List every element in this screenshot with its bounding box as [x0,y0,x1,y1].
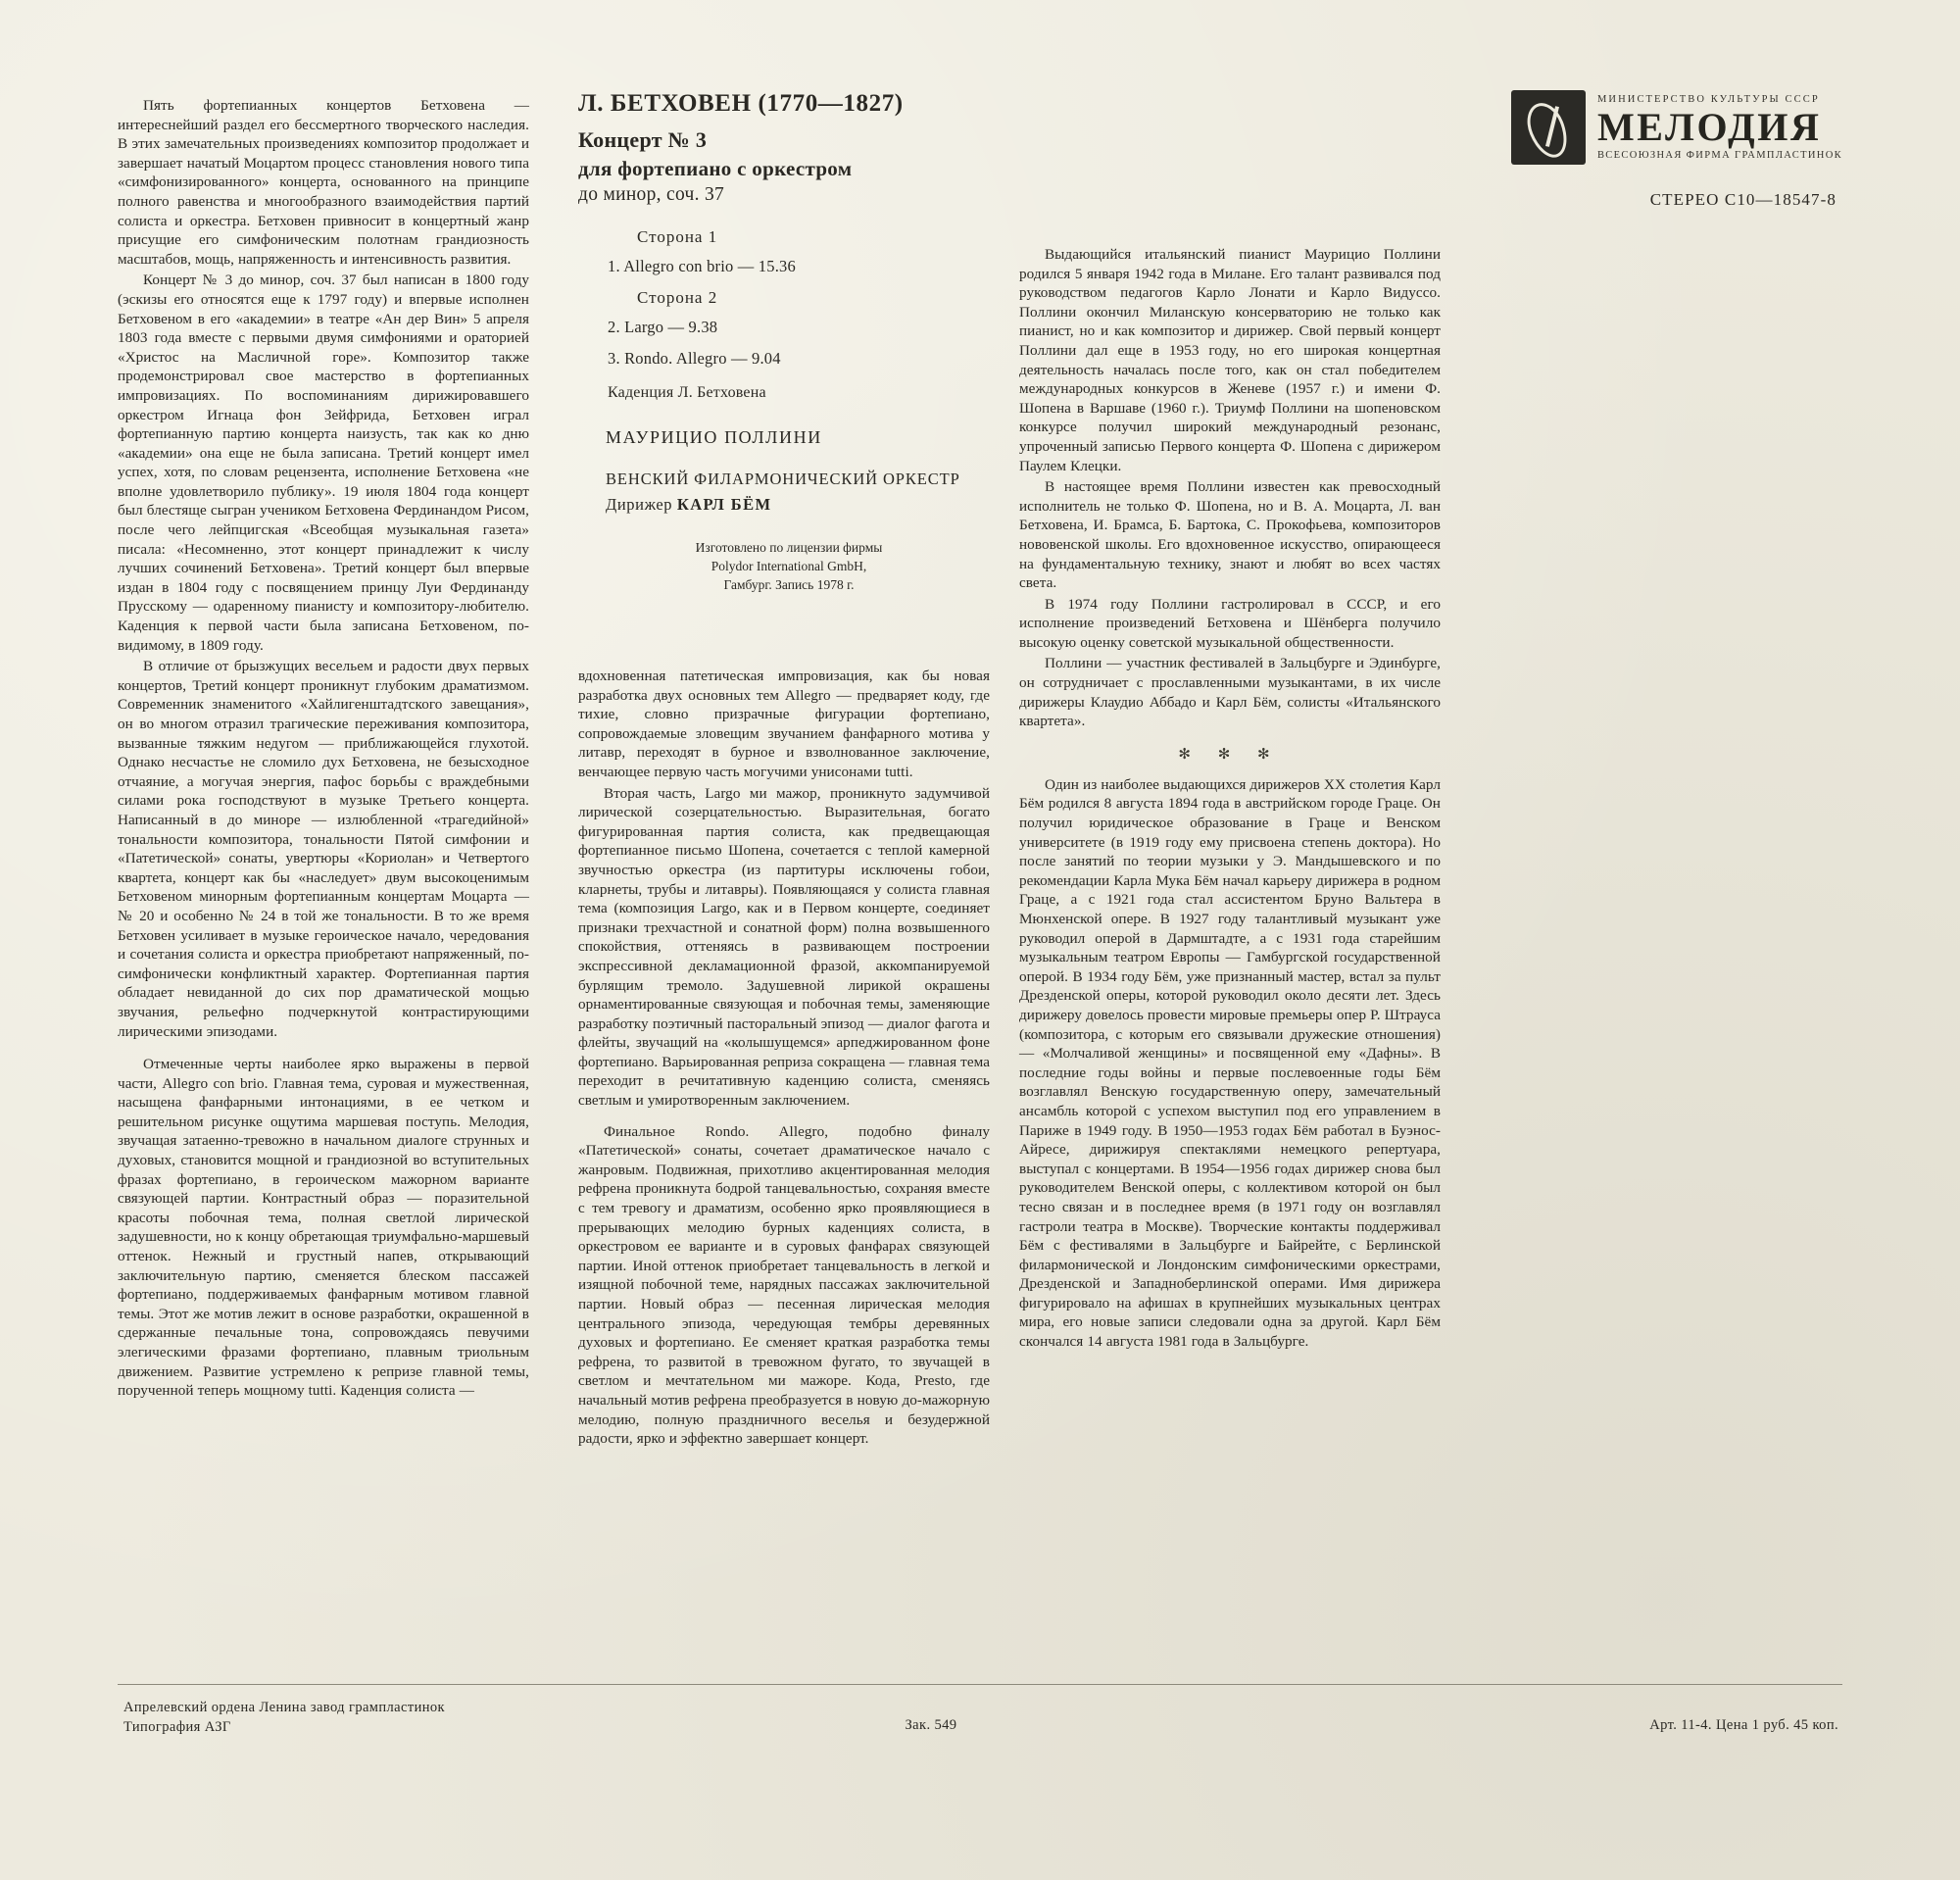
license-line-2: Polydor International GmbH, [710,559,867,573]
section-separator: ✻ ✻ ✻ [1178,746,1282,763]
paragraph: Вторая часть, Largo ми мажор, проникнуто задумчивой лирической созерцательностью. Выразительная, богато фигурированная партия солиста, как предвещающая фортепианное письмо Шопена, сочетается с теплой камерной звучностью оркестра (из партитуры исключены гобои, кларнеты, трубы и литавры). Появляющаяся у солиста главная тема (композиция Largo, как и в Первом концерте, соединяет признаки трехчастной и сонатной форм) полна возвышенного спокойствия, оттеняясь в развивающем построении экспрессивной декламационной фразой, аккомпанируемой бурлящим тремоло. Задушевной лирикой окрашены орнаментированные связующая и побочная темы, заменяющие разработку поэтичный пасторальный эпизод — диалог фагота и флейты, звучащий на «колышущемся» арпеджированном фоне фортепиано. Варьированная реприза сокращена — главная тема переходит в речитативную каденцию солиста, сменяясь светлым и умиротворенным заключением. [578,784,990,1110]
paragraph: Пять фортепианных концертов Бетховена — интереснейший раздел его бессмертного творческого наследия. В этих замечательных произведениях композитор продолжает и завершает начатый Моцартом процесс становления нового типа «симфонизированного» концерта, основанного на принципе полного равенства и многообразного взаимодействия партий солиста и оркестра. Бетховен привносит в концертный жанр присущие его симфоническим полотнам грандиозность масштабов, мощь, напряженность и интенсивность развития. [118,97,529,268]
paragraph: Финальное Rondo. Allegro, подобно финалу «Патетической» сонаты, сочетает драматическое начало с жанровым. Подвижная, прихотливо акцентированная мелодия рефрена проникнута бодрой танцевальностью, сохраняя вместе с тем тревогу и драматизм, особенно ярко проявляющиеся в прерывающих мелодию бурных каденциях солиста, в оркестровом ее варианте и в суровых фанфарах связующей партии. Иной оттенок приобретает танцевальность в легкой и изящной побочной теме, нарядных пассажах заключительной партии. Новый образ — песенная лирическая мелодия центрального эпизода, чередующая тембры деревянных духовых и фортепиано. Ее сменяет краткая разработка темы рефрена, то развитой в тревожном фугато, то звучащей в светлом и мечтательном ми мажоре. Кода, Presto, где начальный мотив рефрена преобразуется в новую до-мажорную мелодию, полную праздничного веселья и безудержной радости, ярко и эффектно завершает концерт. [578,1122,990,1448]
catalog-number: СТЕРЕО С10—18547-8 [1649,190,1837,209]
footer-left [123,1698,672,1737]
melodiya-logo-text [1597,94,1842,161]
conductor-label: Дирижер [606,495,673,514]
track-item: 2. Largo — 9.38 [608,318,718,336]
typography-name: Типография АЗГ [123,1719,231,1735]
composer-name: Л. БЕТХОВЕН (1770—1827) [578,90,904,117]
footer-order-number: Зак. 549 [905,1717,957,1733]
plant-name: Апрелевский ордена Ленина завод грампластинок [123,1700,446,1715]
work-title-line3: до минор, соч. 37 [578,184,725,205]
license-line-1: Изготовлено по лицензии фирмы [695,540,883,555]
footer-price: Арт. 11-4. Цена 1 руб. 45 коп. [1649,1717,1838,1733]
license-note [578,538,1039,594]
melodiya-treble-clef-icon [1511,90,1586,165]
track-item: 3. Rondo. Allegro — 9.04 [608,349,781,368]
conductor-line [578,495,1039,515]
work-title-line1: Концерт № 3 [578,127,708,152]
label-logo-block [1450,90,1842,210]
paragraph: Один из наиболее выдающихся дирижеров XX столетия Карл Бём родился 8 августа 1894 года в австрийском городе Граце. Он получил юридическое образование в Граце и Венском университете (в 1919 году ему присвоена степень доктора). Но после занятий по теории музыки у Э. Мандышевского и по рекомендации Карла Мука Бём начал карьеру дирижера в родном Граце, а с 1921 года стал ассистентом Бруно Вальтера в Мюнхенской опере. В 1927 году талантливый музыкант уже руководил оперой в Дармштадте, а с 1931 года старейшим музыкальным театром Европы — Гамбургской государственной оперой. В 1934 году Бём, уже признанный мастер, встал за пульт Дрезденской оперы, которой руководил около десяти лет. Здесь дирижеру довелось провести мировые премьеры опер Р. Штрауса (композитора, с которым его связывали дружеские отношения) — «Молчаливой женщины» и посвященной ему «Дафны». В последние годы войны и первые послевоенные годы Бём возглавлял Венскую государственную оперу, замечательный ансамбль которой с успехом выступил под его управлением в Париже в 1949 году. В 1950—1953 годах Бём работал в Буэнос-Айресе, дирижируя спектаклями немецкого репертуара, выступал с концертами. В 1954—1956 годах дирижер снова был руководителем Венской оперы, с коллективом которой он был тесно связан и в последнее время (в 1971 году он возглавлял гастроли театра в Москве). Творческие контакты поддерживал Бём с фестивалями в Зальцбурге и Байрейте, с Берлинской филармонической и Лондонским симфоническими оркестрами, Дрезденской и Западноберлинской операми. Имя дирижера фигурировало на афишах в крупнейших музыкальных центрах мира, его новые записи следовали одна за другой. Карл Бём скончался 14 августа 1981 года в Зальцбурге. [1019,775,1441,1351]
work-title-line2: для фортепиано с оркестром [578,157,853,180]
track-item: 1. Allegro con brio — 15.36 [608,257,796,275]
cadenza-note: Каденция Л. Бетховена [608,384,766,401]
paragraph: вдохновенная патетическая импровизация, как бы новая разработка двух основных тем Allegro — предваряет коду, где тихие, словно призрачные фигурации фортепиано, сопровождаемые зловещим звучанием фанфарного мотива у литавр, переходят в бурное и взволнованное заключение, венчающее первую часть могучими унисонами tutti. [578,668,990,780]
paragraph: Отмеченные черты наиболее ярко выражены в первой части, Allegro con brio. Главная тема, суровая и мужественная, насыщена фанфарными интонациями, в ее четком и решительном рисунке ощутима маршевая поступь. Мелодия, звучащая затаенно-тревожно в начальном диалоге струнных и духовых, становится мощной и грандиозной во вступительных фразах фортепиано, в героическом мажорном варианте связующей партии. Контрастный образ — поразительной красоты побочная тема, полная светлой лирической задушевности, но к концу обретающая триумфально-маршевый оттенок. Нежный и грустный напев, открывающий заключительную партию, сменяется блеском пассажей фортепиано, поддерживаемых фанфарным мотивом главной темы. Этот же мотив лежит в основе разработки, окрашенной в сдержанные печальные тона, сопровождаясь певучими элегическими фразами фортепиано, плавным триольным движением. Развитие устремлено к репризе главной темы, порученной теперь мощному tutti. Каденция солиста — [118,1056,529,1400]
ministry-line: МИНИСТЕРСТВО КУЛЬТУРЫ СССР [1596,94,1820,105]
license-line-3: Гамбург. Запись 1978 г. [723,577,855,592]
left-text-column [118,96,529,1403]
footer-divider [118,1684,1842,1685]
paragraph: В 1974 году Поллини гастролировал в СССР, и его исполнение произведений Бетховена и Шёнберга получило высокую оценку советской музыкальной общественности. [1019,595,1441,651]
orchestra-name: ВЕНСКИЙ ФИЛАРМОНИЧЕСКИЙ ОРКЕСТР [606,470,960,488]
side-2-label: Сторона 2 [637,288,718,307]
melodiya-logo [1450,90,1842,165]
sleeve-content [118,69,1842,1823]
paragraph: Концерт № 3 до минор, соч. 37 был написан в 1800 году (эскизы его относятся еще к 1797 году) и впервые исполнен Бетховеном в его «академии» в театре «Ан дер Вин» 5 апреля 1803 года вместе с первыми двумя симфониями и ораторией «Христос на Масличной горе». Композитор также продемонстрировал свое мастерство в фортепианных импровизациях. По воспоминаниям дирижировавшего оркестром Игнаца фон Зейфрида, Бетховен играл фортепианную партию концерта наизусть, так как ко дню «академии» она еще не была записана. Третий концерт имел успех, хотя, по словам рецензента, исполнение Бетховена «не вполне удовлетворило публику». 19 июля 1804 года концерт был блестяще сыгран учеником Бетховена Фердинандом Рисом, после чего лейпцигская «Всеобщая музыкальная газета» писала: «Несомненно, этот концерт принадлежит к числу лучших сочинений Бетховена». Третий концерт был впервые издан в 1804 году с посвящением принцу Луи Фердинанду Прусскому — одаренному пианисту и композитору-любителю. Каденция к первой части была записана Бетховеном, по-видимому, в 1809 году. [118,272,529,654]
release-header [578,90,1039,594]
middle-text-column [578,667,990,1451]
paragraph: Поллини — участник фестивалей в Зальцбурге и Эдинбурге, он сотрудничает с прославленными музыкантами, в их числе дирижеры Клаудио Аббадо и Карл Бём, солисты «Итальянского квартета». [1019,655,1441,730]
paragraph: В отличие от брызжущих весельем и радости двух первых концертов, Третий концерт проникнут глубоким драматизмом. Современник знаменитого «Хайлигенштадтского завещания», он во многом отразил трагические переживания композитора, вызванные тяжким недугом — приближающейся глухотой. Однако несчастье не сломило дух Бетховена, не безысходное отчаяние, а могучая энергия, пафос борьбы с враждебными силами рока господствуют в музыке Третьего концерта. Написанный в до миноре — излюбленной «трагедийной» тональности композитора, тональности Пятой симфонии и «Патетической» сонаты, увертюры «Кориолан» и Четвертого квартета, концерт как бы «наследует» двум высокоценимым Бетховеном минорным фортепианным концертам Моцарта — № 20 и особенно № 24 в той же тональности. В то же время Бетховен усиливает в музыке героическое начало, чередования и сочетания солиста и оркестра приобретают напряженный, по-симфонически конфликтный характер. Фортепианная партия обладает невиданной до сих пор драматической мощью звучания, рельефно подчеркнутой контрастирующими лирическими эпизодами. [118,658,529,1040]
conductor-name: КАРЛ БЁМ [676,495,772,514]
performer-name: МАУРИЦИО ПОЛЛИНИ [606,427,822,447]
paragraph: Выдающийся итальянский пианист Маурицио Поллини родился 5 января 1942 года в Милане. Его талант развивался под руководством педагогов Карло Лонати и Карло Видуссо. Поллини окончил Миланскую консерваторию не только как пианист, но и как композитор и дирижер. Свой первый концерт Поллини дал еще в 1953 году, но его широкая концертная деятельность началась после того, как он стал победителем международных конкурсов в Женеве (1957 г.) и имени Ф. Шопена в Варшаве (1960 г.). Триумф Поллини на шопеновском конкурсе получил широкий международный резонанс, упроченный записью Первого концерта Ф. Шопена с дирижером Паулем Клецки. [1019,246,1441,474]
right-text-column [1019,245,1441,1354]
side-1-label: Сторона 1 [637,227,718,246]
firm-line: ВСЕСОЮЗНАЯ ФИРМА ГРАМПЛАСТИНОК [1596,150,1842,161]
paragraph: В настоящее время Поллини известен как превосходный исполнитель не только Ф. Шопена, но и В. А. Моцарта, Л. ван Бетховена, И. Брамса, Б. Бартока, С. Прокофьева, композиторов нововенской школы. Его вдохновенное искусство, опирающееся на фундаментальную технику, знают и любят во всех частях света. [1019,478,1441,592]
brand-name: МЕЛОДИЯ [1596,105,1822,149]
